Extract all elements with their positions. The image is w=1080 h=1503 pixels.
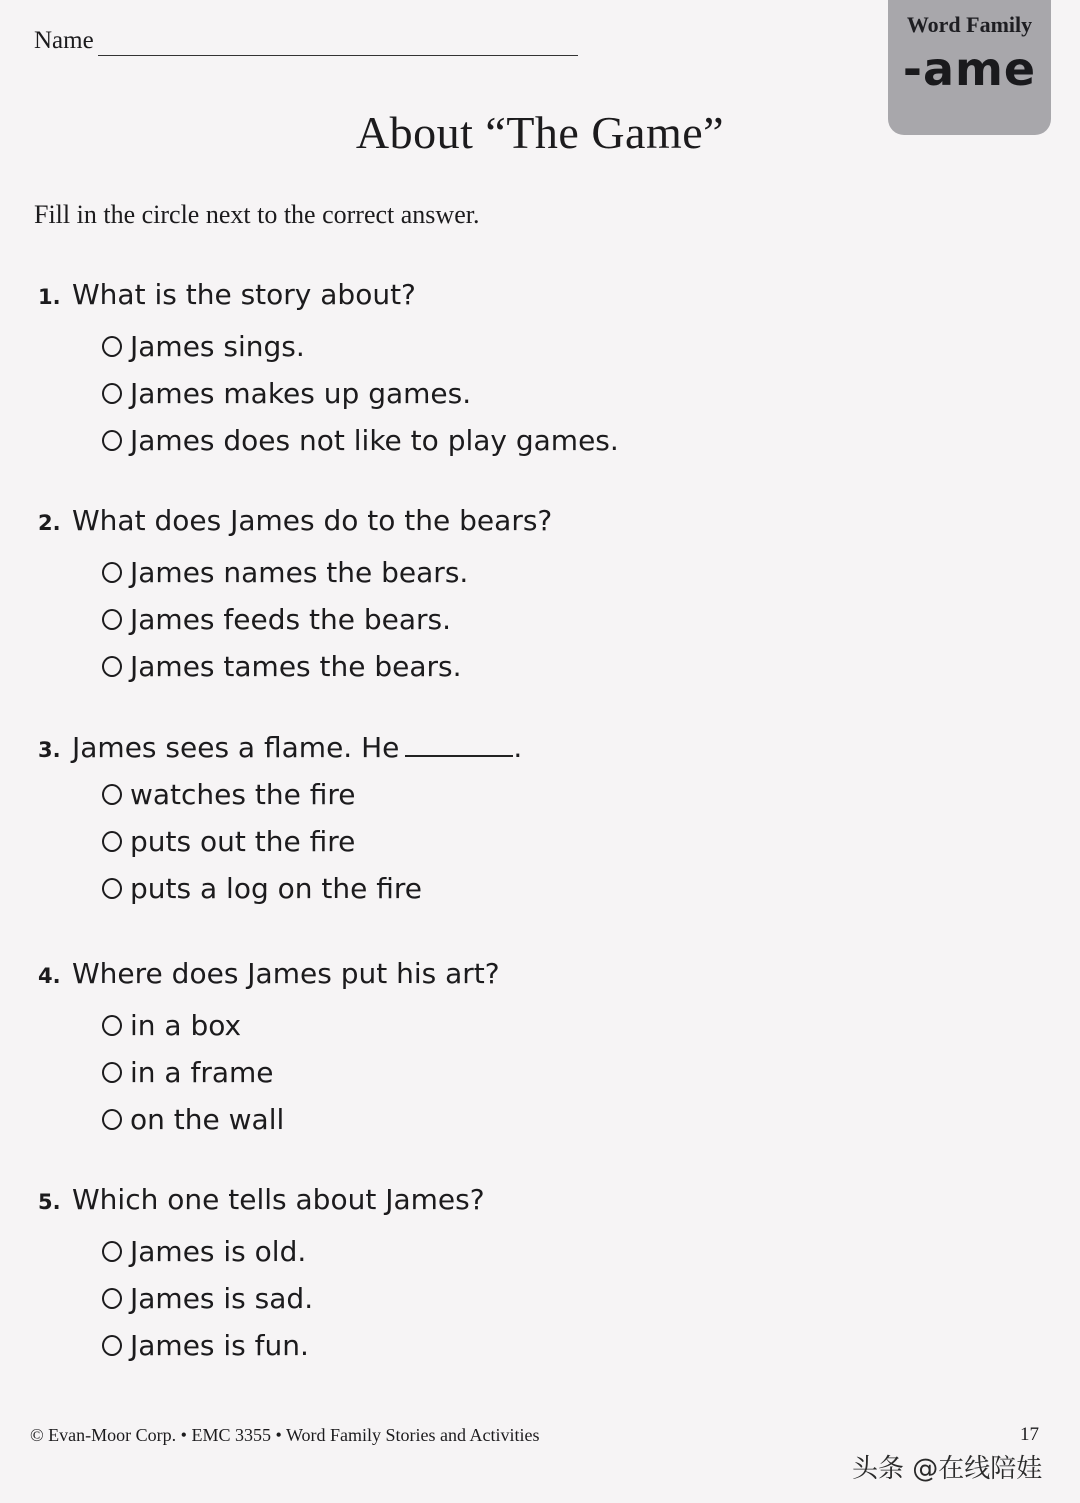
answer-circle-icon[interactable] <box>102 1288 122 1309</box>
answer-blank[interactable] <box>405 735 513 757</box>
question-number: 5. <box>38 1190 61 1214</box>
answer-circle-icon[interactable] <box>102 609 122 630</box>
option-label: puts out the fire <box>130 825 356 858</box>
answer-circle-icon[interactable] <box>102 1015 122 1036</box>
option-label: in a frame <box>130 1056 274 1089</box>
answer-circle-icon[interactable] <box>102 383 122 404</box>
answer-option[interactable] <box>102 417 619 464</box>
answer-option[interactable] <box>102 323 619 370</box>
question-1 <box>38 278 619 464</box>
question-number: 2. <box>38 511 61 535</box>
question-text: Where does James put his art? <box>72 957 500 990</box>
question-number: 1. <box>38 285 61 309</box>
answer-option[interactable] <box>102 596 552 643</box>
name-line[interactable] <box>98 31 578 56</box>
question-5 <box>38 1183 485 1369</box>
footer-credit: © Evan-Moor Corp. • EMC 3355 • Word Family Stories and Activities <box>30 1425 540 1445</box>
answer-circle-icon[interactable] <box>102 562 122 583</box>
question-text: Which one tells about James? <box>72 1183 485 1216</box>
answer-option[interactable] <box>102 818 522 865</box>
answer-option[interactable] <box>102 1096 500 1143</box>
word-family-label: Word Family <box>906 12 1033 37</box>
name-field <box>34 26 578 56</box>
option-label: James names the bears. <box>130 556 469 589</box>
answer-option[interactable] <box>102 1228 485 1275</box>
page-number: 17 <box>1020 1424 1039 1445</box>
question-suffix: . <box>513 731 523 764</box>
answer-circle-icon[interactable] <box>102 336 122 357</box>
answer-circle-icon[interactable] <box>102 784 122 805</box>
answer-option[interactable] <box>102 1049 500 1096</box>
answer-option[interactable] <box>102 1322 485 1369</box>
option-label: James is old. <box>130 1235 307 1268</box>
option-label: puts a log on the fire <box>130 872 423 905</box>
answer-option[interactable] <box>102 865 522 912</box>
answer-option[interactable] <box>102 1275 485 1322</box>
option-label: in a box <box>130 1009 242 1042</box>
question-text: What is the story about? <box>72 278 416 311</box>
option-label: watches the fire <box>130 778 356 811</box>
answer-circle-icon[interactable] <box>102 1335 122 1356</box>
option-label: James makes up games. <box>130 377 472 410</box>
answer-option[interactable] <box>102 643 552 690</box>
option-label: James does not like to play games. <box>130 424 619 457</box>
option-label: James feeds the bears. <box>130 603 451 636</box>
answer-option[interactable] <box>102 370 619 417</box>
answer-circle-icon[interactable] <box>102 831 122 852</box>
page-title: About “The Game” <box>355 107 725 158</box>
answer-circle-icon[interactable] <box>102 1062 122 1083</box>
answer-option[interactable] <box>102 549 552 596</box>
word-family-name: -ame <box>902 42 1037 96</box>
answer-option[interactable] <box>102 771 522 818</box>
option-label: James sings. <box>130 330 305 363</box>
option-label: on the wall <box>130 1103 285 1136</box>
answer-circle-icon[interactable] <box>102 430 122 451</box>
question-4 <box>38 957 500 1143</box>
answer-circle-icon[interactable] <box>102 1241 122 1262</box>
question-text: What does James do to the bears? <box>72 504 553 537</box>
name-label: Name <box>34 27 94 54</box>
answer-circle-icon[interactable] <box>102 878 122 899</box>
option-label: James tames the bears. <box>130 650 462 683</box>
question-text: James sees a flame. He <box>72 731 400 764</box>
question-3 <box>38 731 522 912</box>
watermark: 头条 @在线陪娃 <box>852 1454 1043 1484</box>
answer-option[interactable] <box>102 1002 500 1049</box>
question-2 <box>38 504 552 690</box>
instructions: Fill in the circle next to the correct answer. <box>34 200 480 229</box>
answer-circle-icon[interactable] <box>102 656 122 677</box>
option-label: James is fun. <box>130 1329 309 1362</box>
option-label: James is sad. <box>130 1282 314 1315</box>
question-number: 4. <box>38 964 61 988</box>
answer-circle-icon[interactable] <box>102 1109 122 1130</box>
question-number: 3. <box>38 738 61 762</box>
